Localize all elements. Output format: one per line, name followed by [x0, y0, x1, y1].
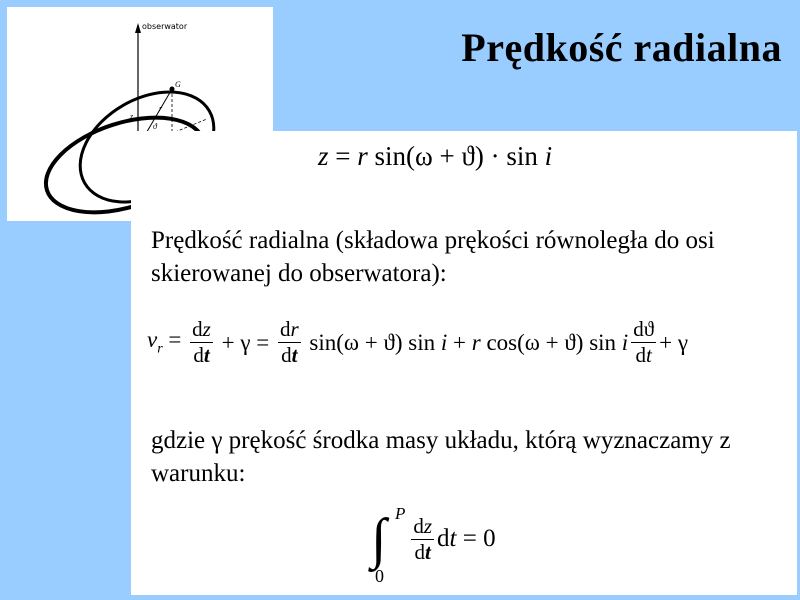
label-z: z — [130, 112, 134, 121]
paragraph-gamma-definition: gdzie γ prękość środka masy układu, którą wyznaczamy z warunku: — [151, 427, 731, 487]
observer-label: obserwator — [142, 22, 188, 31]
paragraph-radial-velocity: Prędkość radialna (składowa prękości równoległa do osi skierowanej do obserwatora): — [151, 227, 715, 287]
label-g: G — [175, 80, 181, 89]
label-r: r — [159, 104, 163, 113]
slide-title: Prędkość radialna — [461, 25, 782, 70]
equation-integral: ∫ P 0 $\frac{dz}{dt}$ dt = 0 — [371, 504, 496, 586]
content-panel — [131, 131, 797, 595]
star-point — [170, 87, 175, 92]
observer-arrow — [135, 23, 141, 33]
equation-z: z = r sin(ω + ϑ) · sin i — [318, 141, 553, 171]
equation-vr: $v_r$ = $\frac{dz}{dt}$ + γ = $\frac{dr}{dt}$ sin(ω + ϑ) sin i + r cos(ω + ϑ) sin i $\frac{dϑ}{dt}$ + γ — [147, 317, 688, 367]
label-theta: ϑ — [153, 122, 157, 131]
